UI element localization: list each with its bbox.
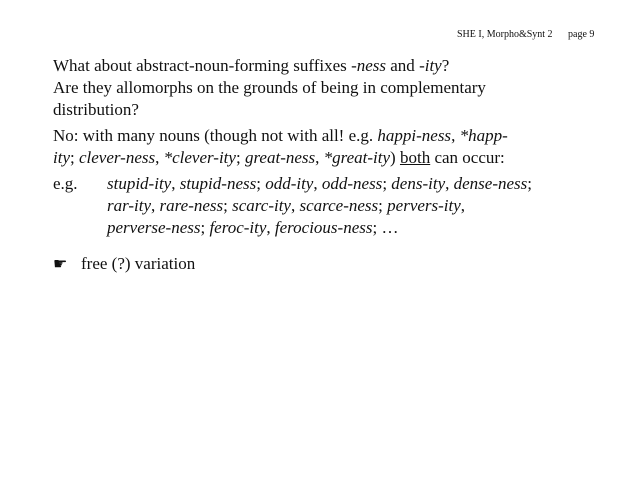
separator: , — [151, 196, 160, 215]
example-word: feroc-ity — [209, 218, 267, 237]
answer-paragraph: No: with many nouns (though not with all! e.g. happi-ness, *happ- ity; clever-ness, *clever-ity; great-ness, *great-ity) both can occur: — [53, 126, 508, 167]
example-word: stupid-ity — [107, 174, 172, 193]
suffix-ity: -ity — [419, 56, 442, 75]
conclusion-line — [53, 253, 613, 275]
separator: ; — [382, 174, 392, 193]
separator: ; … — [372, 218, 399, 237]
example-word: dense-ness — [453, 174, 528, 193]
both-underlined: both — [399, 148, 431, 167]
page-number: page 9 — [568, 29, 595, 40]
separator: , — [460, 196, 466, 215]
example-word: dens-ity — [391, 174, 446, 193]
separator: , — [266, 218, 275, 237]
example-word: odd-ness — [321, 174, 383, 193]
slide-header — [0, 29, 638, 43]
example-word: rare-ness — [159, 196, 224, 215]
example-word: stupid-ness — [179, 174, 257, 193]
pointing-hand-icon: ☛ — [53, 254, 68, 273]
separator: ; — [527, 174, 533, 193]
separator: ; — [378, 196, 388, 215]
slide-content — [53, 55, 613, 275]
example-word: scarc-ity — [232, 196, 291, 215]
conclusion-text: free (?) variation — [81, 254, 196, 273]
separator: , — [445, 174, 454, 193]
separator: ; — [200, 218, 210, 237]
separator: , — [290, 196, 300, 215]
separator: , — [313, 174, 322, 193]
examples-line-3 — [107, 217, 613, 239]
separator: , — [171, 174, 180, 193]
examples-line-1 — [107, 173, 613, 195]
example-word: scarce-ness — [299, 196, 379, 215]
question-paragraph: What about abstract-noun-forming suffixes -ness and -ity? Are they allomorphs on the grounds of being in complementary distribution? — [53, 56, 486, 119]
example-word: perverse-ness — [107, 218, 201, 237]
course-title: SHE I, Morpho&Synt 2 — [457, 29, 553, 40]
separator: ; — [223, 196, 233, 215]
examples-list — [107, 173, 613, 239]
examples-label: e.g. — [53, 174, 78, 193]
examples-block — [53, 173, 613, 239]
suffix-ness: -ness — [351, 56, 387, 75]
examples-line-2 — [107, 195, 613, 217]
separator: ; — [256, 174, 266, 193]
example-word: ferocious-ness — [274, 218, 373, 237]
example-word: pervers-ity — [387, 196, 461, 215]
example-word: rar-ity — [107, 196, 152, 215]
example-word: odd-ity — [265, 174, 314, 193]
